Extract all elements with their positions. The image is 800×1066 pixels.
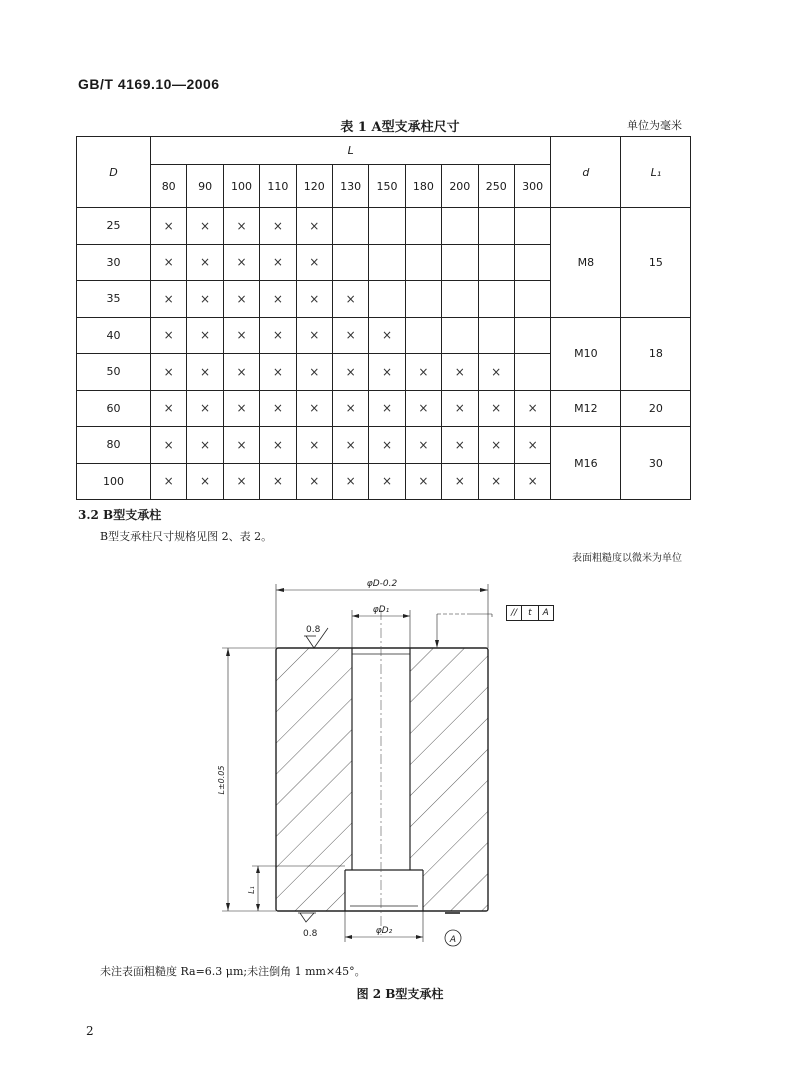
table-row <box>77 427 691 464</box>
availability-mark: × <box>151 244 187 281</box>
empty-cell <box>514 281 550 318</box>
availability-mark: × <box>478 390 514 427</box>
empty-cell <box>369 244 405 281</box>
empty-cell <box>514 244 550 281</box>
cell-d: M10 <box>551 317 621 390</box>
header-L-value: 250 <box>478 165 514 208</box>
availability-mark: × <box>405 463 441 500</box>
availability-mark: × <box>187 354 223 391</box>
cell-D: 30 <box>77 244 151 281</box>
roughness-top: 0.8 <box>306 625 321 635</box>
availability-mark: × <box>187 244 223 281</box>
availability-mark: × <box>223 244 259 281</box>
header-d: d <box>551 137 621 208</box>
table-row <box>77 390 691 427</box>
dim-bore-diameter: φD₁ <box>372 605 390 615</box>
cell-L1: 30 <box>621 427 691 500</box>
availability-mark: × <box>296 390 332 427</box>
availability-mark: × <box>369 427 405 464</box>
footnote: 未注表面粗糙度 Ra=6.3 μm;未注倒角 1 mm×45°。 <box>100 965 366 978</box>
availability-mark: × <box>478 463 514 500</box>
body-section-right <box>410 648 488 911</box>
availability-mark: × <box>151 390 187 427</box>
figure-caption: 图 2 B型支承柱 <box>356 987 444 1001</box>
empty-cell <box>478 317 514 354</box>
empty-cell <box>514 208 550 245</box>
availability-mark: × <box>223 208 259 245</box>
availability-mark: × <box>405 427 441 464</box>
header-L1: L₁ <box>621 137 691 208</box>
empty-cell <box>332 208 368 245</box>
body-section-left <box>276 648 352 911</box>
availability-mark: × <box>260 244 296 281</box>
availability-mark: × <box>478 427 514 464</box>
header-L-value: 150 <box>369 165 405 208</box>
empty-cell <box>478 281 514 318</box>
roughness-note: 表面粗糙度以微米为单位 <box>572 553 682 564</box>
cell-d: M16 <box>551 427 621 500</box>
availability-mark: × <box>296 463 332 500</box>
availability-mark: × <box>369 317 405 354</box>
availability-mark: × <box>405 354 441 391</box>
empty-cell <box>369 208 405 245</box>
availability-mark: × <box>332 354 368 391</box>
support-pillar-drawing <box>200 570 500 955</box>
empty-cell <box>369 281 405 318</box>
availability-mark: × <box>514 427 550 464</box>
parallelism-symbol: // <box>507 606 522 620</box>
cell-L1: 15 <box>621 208 691 318</box>
availability-mark: × <box>369 390 405 427</box>
availability-mark: × <box>296 281 332 318</box>
availability-mark: × <box>223 427 259 464</box>
availability-mark: × <box>260 317 296 354</box>
empty-cell <box>405 317 441 354</box>
availability-mark: × <box>223 317 259 354</box>
availability-mark: × <box>260 390 296 427</box>
cell-L1: 18 <box>621 317 691 390</box>
availability-mark: × <box>296 427 332 464</box>
availability-mark: × <box>442 354 478 391</box>
cell-L1: 20 <box>621 390 691 427</box>
cell-D: 35 <box>77 281 151 318</box>
empty-cell <box>442 244 478 281</box>
empty-cell <box>332 244 368 281</box>
availability-mark: × <box>223 281 259 318</box>
availability-mark: × <box>223 463 259 500</box>
header-L-value: 100 <box>223 165 259 208</box>
unit-note: 单位为毫米 <box>627 119 682 132</box>
table-row <box>77 208 691 245</box>
availability-mark: × <box>514 463 550 500</box>
header-L: L <box>151 137 551 165</box>
availability-mark: × <box>260 463 296 500</box>
header-L-value: 300 <box>514 165 550 208</box>
empty-cell <box>442 208 478 245</box>
empty-cell <box>478 244 514 281</box>
section-heading: 3.2 B型支承柱 <box>78 508 162 522</box>
dim-length: L±0.05 <box>217 765 226 795</box>
availability-mark: × <box>151 463 187 500</box>
availability-mark: × <box>151 281 187 318</box>
availability-mark: × <box>296 317 332 354</box>
availability-mark: × <box>260 208 296 245</box>
availability-mark: × <box>296 244 332 281</box>
header-L-value: 90 <box>187 165 223 208</box>
tolerance-frame <box>506 605 554 621</box>
header-L-value: 180 <box>405 165 441 208</box>
page-number: 2 <box>86 1024 94 1038</box>
availability-mark: × <box>151 317 187 354</box>
availability-mark: × <box>223 354 259 391</box>
empty-cell <box>514 317 550 354</box>
availability-mark: × <box>151 427 187 464</box>
empty-cell <box>478 208 514 245</box>
availability-mark: × <box>478 354 514 391</box>
availability-mark: × <box>187 427 223 464</box>
cell-D: 25 <box>77 208 151 245</box>
availability-mark: × <box>187 390 223 427</box>
header-L-value: 80 <box>151 165 187 208</box>
availability-mark: × <box>332 317 368 354</box>
header-D: D <box>77 137 151 208</box>
datum-label: A <box>449 935 457 945</box>
tolerance-value: t <box>522 606 539 620</box>
availability-mark: × <box>442 463 478 500</box>
availability-mark: × <box>223 390 259 427</box>
availability-mark: × <box>260 354 296 391</box>
availability-mark: × <box>332 463 368 500</box>
cell-D: 40 <box>77 317 151 354</box>
availability-mark: × <box>332 390 368 427</box>
availability-mark: × <box>151 208 187 245</box>
section-text: B型支承柱尺寸规格见图 2、表 2。 <box>100 530 273 543</box>
header-L-value: 120 <box>296 165 332 208</box>
empty-cell <box>405 281 441 318</box>
availability-mark: × <box>187 463 223 500</box>
availability-mark: × <box>187 208 223 245</box>
cell-d: M8 <box>551 208 621 318</box>
cell-D: 80 <box>77 427 151 464</box>
header-L-value: 110 <box>260 165 296 208</box>
empty-cell <box>405 244 441 281</box>
header-L-value: 130 <box>332 165 368 208</box>
availability-mark: × <box>369 354 405 391</box>
availability-mark: × <box>260 427 296 464</box>
empty-cell <box>442 281 478 318</box>
dim-counterbore-depth: L₁ <box>247 886 256 894</box>
cell-d: M12 <box>551 390 621 427</box>
availability-mark: × <box>514 390 550 427</box>
empty-cell <box>442 317 478 354</box>
header-L-value: 200 <box>442 165 478 208</box>
empty-cell <box>514 354 550 391</box>
datum-reference: A <box>542 608 549 618</box>
availability-mark: × <box>187 317 223 354</box>
availability-mark: × <box>405 390 441 427</box>
cell-D: 50 <box>77 354 151 391</box>
availability-mark: × <box>332 427 368 464</box>
standard-code: GB/T 4169.10—2006 <box>78 76 220 92</box>
availability-mark: × <box>151 354 187 391</box>
dim-counterbore-diameter: φD₂ <box>375 926 393 936</box>
dimension-table <box>76 136 691 500</box>
availability-mark: × <box>332 281 368 318</box>
table-row <box>77 317 691 354</box>
availability-mark: × <box>442 427 478 464</box>
availability-mark: × <box>296 208 332 245</box>
availability-mark: × <box>442 390 478 427</box>
cell-D: 60 <box>77 390 151 427</box>
dim-outer-diameter: φD-0.2 <box>366 579 398 589</box>
availability-mark: × <box>260 281 296 318</box>
cell-D: 100 <box>77 463 151 500</box>
availability-mark: × <box>369 463 405 500</box>
table-title: 表 1 A型支承柱尺寸 <box>340 120 460 135</box>
availability-mark: × <box>187 281 223 318</box>
roughness-bottom: 0.8 <box>303 929 318 939</box>
empty-cell <box>405 208 441 245</box>
availability-mark: × <box>296 354 332 391</box>
